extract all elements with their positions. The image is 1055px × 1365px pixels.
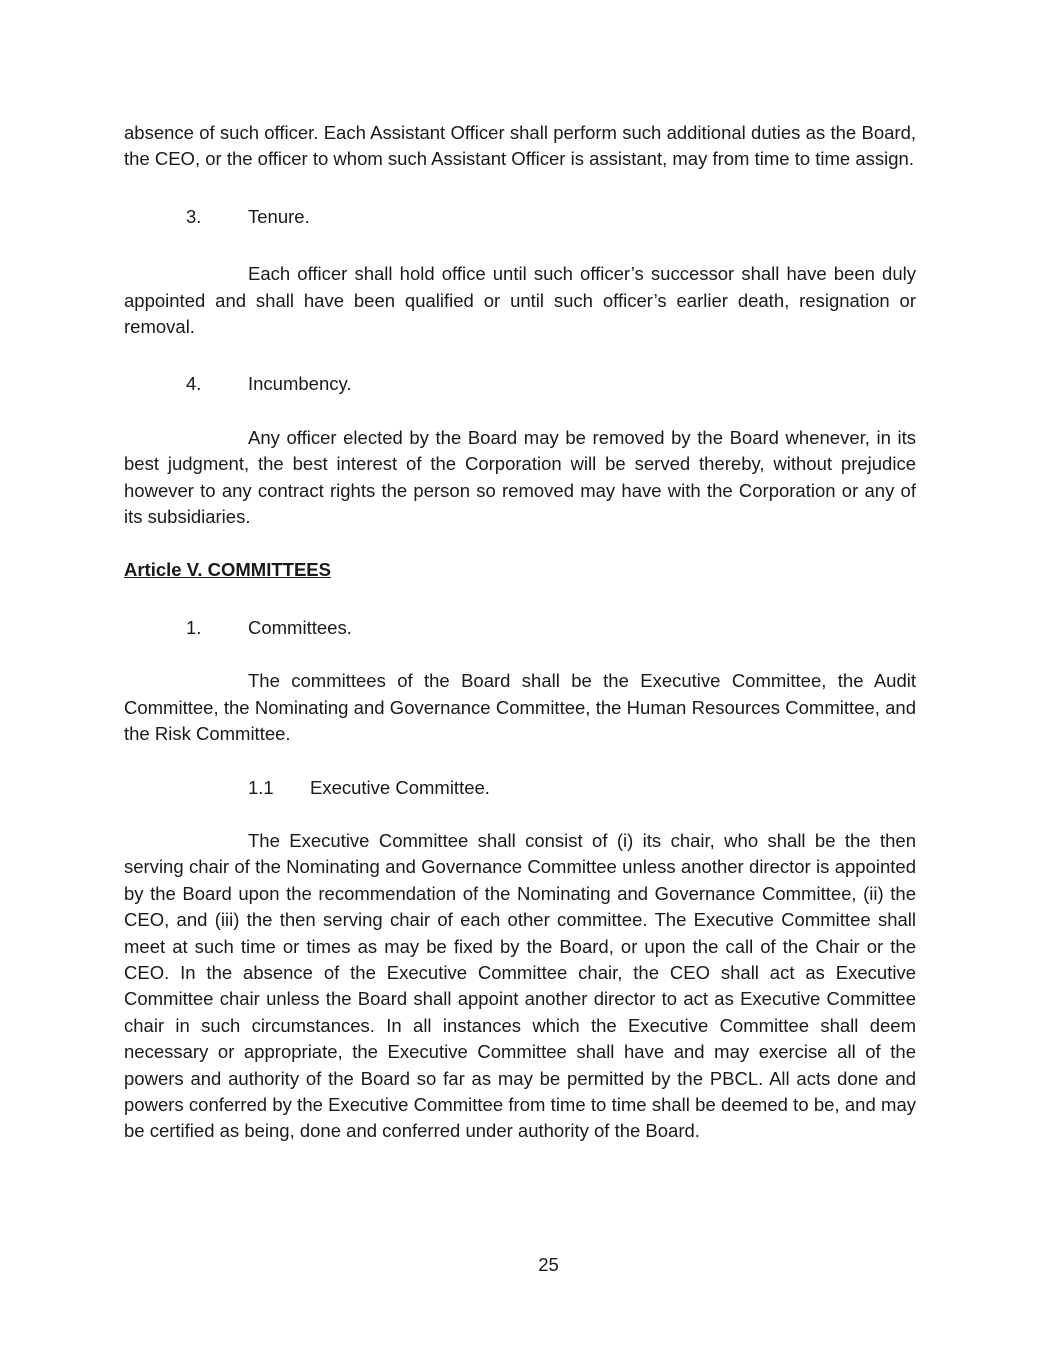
section-1-1-number: 1.1: [248, 776, 274, 798]
section-1-1-body: The Executive Committee shall consist of (i) its chair, who shall be the then serving chair of the Nominating and Governance Committee unless another director is appointed by the Board upon the recommendation of the Nominating and Governance Committee, (ii) the CEO, and (iii) the then serving chair of each other committee. The Executive Committee shall meet at such time or times as may be fixed by the Board, or upon the call of the Chair or the CEO. In the absence of the Executive Committee chair, the CEO shall act as Executive Committee chair unless the Board shall appoint another director to act as Executive Committee chair in such circumstances. In all instances which the Executive Committee shall deem necessary or appropriate, the Executive Committee shall have and may exercise all of the powers and authority of the Board so far as may be permitted by the PBCL. All acts done and powers conferred by the Executive Committee from time to time shall be deemed to be, and may be certified as being, done and conferred under authority of the Board.: [124, 829, 916, 1142]
page-number: 25: [538, 1254, 559, 1275]
article-heading: Article V. COMMITTEES: [124, 559, 331, 581]
section-3-body: Each officer shall hold office until such officer’s successor shall have been duly appointed and shall have been qualified or until such officer’s earlier death, resignation or removal.: [124, 263, 916, 338]
document-page: [124, 120, 916, 1145]
section-1-1-title: Executive Committee.: [310, 776, 490, 798]
section-4-title: Incumbency.: [248, 373, 352, 395]
continuation-paragraph: absence of such officer. Each Assistant Officer shall perform such additional duties as the Board, the CEO, or the officer to whom such Assistant Officer is assistant, may from time to time assign.: [124, 122, 916, 170]
section-4-heading: [124, 371, 916, 397]
section-4-number: 4.: [186, 373, 202, 395]
section-4-body: Any officer elected by the Board may be removed by the Board whenever, in its best judgment, the best interest of the Corporation will be served thereby, without prejudice however to any contract rights the person so removed may have with the Corporation or any of its subsidiaries.: [124, 426, 916, 528]
section-1-1-heading: [124, 775, 916, 801]
section-3-number: 3.: [186, 205, 202, 227]
section-3-title: Tenure.: [248, 205, 310, 227]
section-1-heading: [124, 615, 916, 641]
section-1-number: 1.: [186, 616, 202, 638]
section-1-title: Committees.: [248, 616, 352, 638]
section-1-body: The committees of the Board shall be the Executive Committee, the Audit Committee, the Nominating and Governance Committee, the Human Resources Committee, and the Risk Committee.: [124, 670, 916, 745]
section-3-heading: [124, 204, 916, 230]
